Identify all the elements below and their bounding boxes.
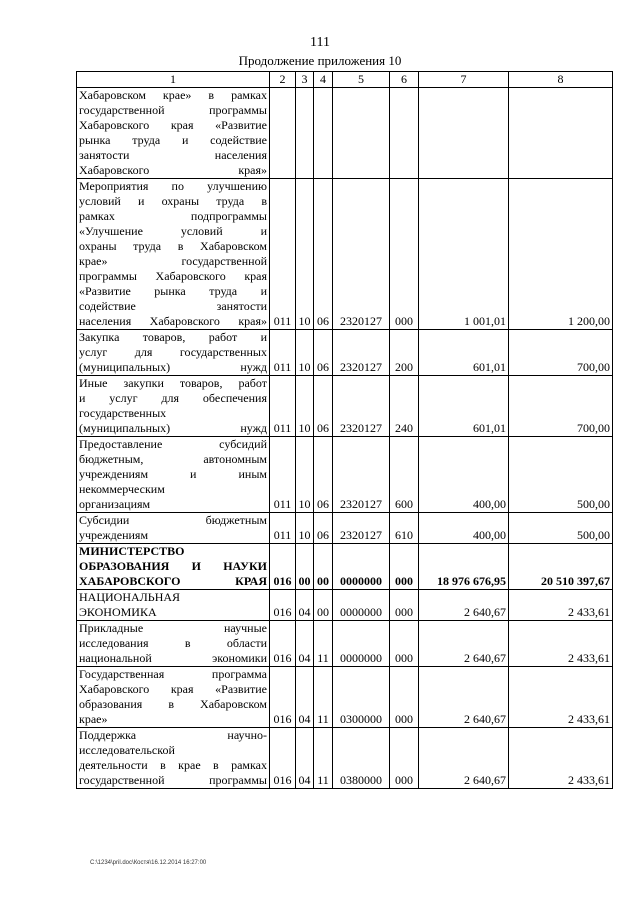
expense-type-code: 000: [390, 590, 419, 621]
ministry-code: 011: [270, 330, 296, 376]
row-name-line: ХАБАРОВСКОГО КРАЯ: [79, 574, 267, 588]
subsection-code: [314, 88, 333, 179]
row-name-line: Предоставление субсидий: [79, 437, 267, 451]
row-name-cell: [77, 437, 270, 513]
column-header: 4: [314, 72, 333, 88]
row-name-line: Хабаровского края «Развитие: [79, 682, 267, 696]
target-item-code: 2320127: [333, 513, 390, 544]
row-name-line: организациям: [79, 497, 151, 511]
expense-type-code: 000: [390, 728, 419, 789]
subsection-code: 06: [314, 179, 333, 330]
amount-2016: 700,00: [509, 376, 613, 437]
row-name-line: Закупка товаров, работ и: [79, 330, 267, 344]
row-name-line: занятости населения: [79, 148, 267, 162]
row-name-line: и услуг для обеспечения: [79, 391, 267, 405]
amount-2016: 2 433,61: [509, 590, 613, 621]
subsection-code: 06: [314, 513, 333, 544]
row-name-line: «Развитие рынка труда и: [79, 284, 267, 298]
ministry-code: 011: [270, 376, 296, 437]
amount-2015: 18 976 676,95: [419, 544, 509, 590]
row-name-line: ЭКОНОМИКА: [79, 605, 157, 619]
ministry-code: 016: [270, 544, 296, 590]
column-header: 2: [270, 72, 296, 88]
section-code: 04: [296, 728, 314, 789]
file-path-footer: C:\1234\pril.doc\Костя\16.12.2014 16:27:00: [90, 860, 207, 866]
target-item-code: [333, 88, 390, 179]
row-name-line: рынка труда и содействие: [79, 133, 267, 147]
table-row: [77, 667, 613, 728]
ministry-code: 016: [270, 728, 296, 789]
expense-type-code: 200: [390, 330, 419, 376]
row-name-line: Хабаровском крае» в рамках: [79, 88, 267, 102]
target-item-code: 0000000: [333, 544, 390, 590]
page-number: 111: [310, 35, 330, 50]
row-name-cell: [77, 544, 270, 590]
expense-type-code: 000: [390, 179, 419, 330]
row-name-line: условий и охраны труда в: [79, 194, 267, 208]
row-name-line: МИНИСТЕРСТВО: [79, 544, 185, 558]
row-name-line: услуг для государственных: [79, 345, 267, 359]
row-name-line: некоммерческим: [79, 482, 165, 496]
row-name-line: деятельности в крае в рамках: [79, 758, 267, 772]
amount-2015: 601,01: [419, 330, 509, 376]
section-code: 10: [296, 330, 314, 376]
table-row: [77, 376, 613, 437]
subsection-code: 11: [314, 621, 333, 667]
table-row: [77, 179, 613, 330]
subsection-code: 00: [314, 544, 333, 590]
subsection-code: 06: [314, 330, 333, 376]
row-name-line: населения Хабаровского края»: [79, 314, 267, 328]
row-name-line: образования в Хабаровском: [79, 697, 267, 711]
row-name-line: рамках подпрограммы: [79, 209, 267, 223]
amount-2016: 500,00: [509, 437, 613, 513]
row-name-line: Субсидии бюджетным: [79, 513, 267, 527]
budget-table: [76, 71, 613, 789]
table-row: [77, 513, 613, 544]
section-code: 04: [296, 621, 314, 667]
column-header: 8: [509, 72, 613, 88]
row-name-line: крае» государственной: [79, 254, 267, 268]
row-name-line: учреждениям: [79, 528, 149, 542]
subsection-code: 06: [314, 437, 333, 513]
expense-type-code: [390, 88, 419, 179]
row-name-line: «Улучшение условий и: [79, 224, 267, 238]
row-name-cell: [77, 88, 270, 179]
expense-type-code: 600: [390, 437, 419, 513]
column-header: 1: [77, 72, 270, 88]
table-header-row: [77, 72, 613, 88]
target-item-code: 0000000: [333, 590, 390, 621]
target-item-code: 0300000: [333, 667, 390, 728]
amount-2015: 2 640,67: [419, 621, 509, 667]
amount-2016: 700,00: [509, 330, 613, 376]
column-header: 3: [296, 72, 314, 88]
row-name-cell: [77, 590, 270, 621]
row-name-line: национальной экономики: [79, 651, 267, 665]
row-name-line: бюджетным, автономным: [79, 452, 267, 466]
row-name-line: (муниципальных) нужд: [79, 421, 267, 435]
amount-2016: 20 510 397,67: [509, 544, 613, 590]
row-name-cell: [77, 621, 270, 667]
table-row: [77, 88, 613, 179]
ministry-code: 011: [270, 179, 296, 330]
ministry-code: 016: [270, 590, 296, 621]
table-body: [77, 88, 613, 789]
row-name-cell: [77, 728, 270, 789]
table-row: [77, 590, 613, 621]
amount-2016: 2 433,61: [509, 728, 613, 789]
ministry-code: 016: [270, 621, 296, 667]
amount-2016: 2 433,61: [509, 621, 613, 667]
row-name-line: содействие занятости: [79, 299, 267, 313]
section-code: 10: [296, 513, 314, 544]
row-name-line: (муниципальных) нужд: [79, 360, 267, 374]
row-name-line: государственных: [79, 406, 167, 420]
amount-2015: 1 001,01: [419, 179, 509, 330]
amount-2015: 400,00: [419, 513, 509, 544]
row-name-line: учреждениям и иным: [79, 467, 267, 481]
expense-type-code: 000: [390, 621, 419, 667]
row-name-line: крае»: [79, 712, 108, 726]
row-name-line: Хабаровского края «Развитие: [79, 118, 267, 132]
row-name-cell: [77, 513, 270, 544]
expense-type-code: 000: [390, 544, 419, 590]
subsection-code: 11: [314, 667, 333, 728]
table-row: [77, 330, 613, 376]
target-item-code: 2320127: [333, 437, 390, 513]
row-name-line: Поддержка научно-: [79, 728, 267, 742]
expense-type-code: 610: [390, 513, 419, 544]
amount-2016: 500,00: [509, 513, 613, 544]
target-item-code: 2320127: [333, 376, 390, 437]
expense-type-code: 000: [390, 667, 419, 728]
column-header: 7: [419, 72, 509, 88]
row-name-line: Прикладные научные: [79, 621, 267, 635]
row-name-line: Мероприятия по улучшению: [79, 179, 267, 193]
row-name-line: государственной программы: [79, 773, 267, 787]
subsection-code: 11: [314, 728, 333, 789]
row-name-line: охраны труда в Хабаровском: [79, 239, 267, 253]
row-name-line: Государственная программа: [79, 667, 267, 681]
ministry-code: 011: [270, 437, 296, 513]
subsection-code: 00: [314, 590, 333, 621]
row-name-line: исследовательской: [79, 743, 175, 757]
row-name-line: НАЦИОНАЛЬНАЯ: [79, 590, 181, 604]
section-code: 10: [296, 179, 314, 330]
amount-2015: [419, 88, 509, 179]
column-header: 5: [333, 72, 390, 88]
section-code: 00: [296, 544, 314, 590]
section-code: [296, 88, 314, 179]
target-item-code: 0380000: [333, 728, 390, 789]
amount-2016: [509, 88, 613, 179]
amount-2015: 2 640,67: [419, 728, 509, 789]
row-name-cell: [77, 667, 270, 728]
ministry-code: 016: [270, 667, 296, 728]
amount-2015: 2 640,67: [419, 667, 509, 728]
amount-2015: 601,01: [419, 376, 509, 437]
section-code: 04: [296, 667, 314, 728]
row-name-cell: [77, 330, 270, 376]
row-name-line: Хабаровского края»: [79, 163, 267, 177]
table-row: [77, 544, 613, 590]
ministry-code: 011: [270, 513, 296, 544]
subsection-code: 06: [314, 376, 333, 437]
target-item-code: 0000000: [333, 621, 390, 667]
amount-2015: 2 640,67: [419, 590, 509, 621]
ministry-code: [270, 88, 296, 179]
table-row: [77, 621, 613, 667]
row-name-line: программы Хабаровского края: [79, 269, 267, 283]
target-item-code: 2320127: [333, 179, 390, 330]
table-row: [77, 728, 613, 789]
row-name-cell: [77, 376, 270, 437]
section-code: 10: [296, 437, 314, 513]
row-name-cell: [77, 179, 270, 330]
section-code: 10: [296, 376, 314, 437]
amount-2016: 1 200,00: [509, 179, 613, 330]
amount-2015: 400,00: [419, 437, 509, 513]
row-name-line: исследования в области: [79, 636, 267, 650]
amount-2016: 2 433,61: [509, 667, 613, 728]
row-name-line: Иные закупки товаров, работ: [79, 376, 267, 390]
target-item-code: 2320127: [333, 330, 390, 376]
table-row: [77, 437, 613, 513]
appendix-continuation-title: Продолжение приложения 10: [238, 53, 402, 68]
section-code: 04: [296, 590, 314, 621]
row-name-line: государственной программы: [79, 103, 267, 117]
row-name-line: ОБРАЗОВАНИЯ И НАУКИ: [79, 559, 267, 573]
column-header: 6: [390, 72, 419, 88]
expense-type-code: 240: [390, 376, 419, 437]
